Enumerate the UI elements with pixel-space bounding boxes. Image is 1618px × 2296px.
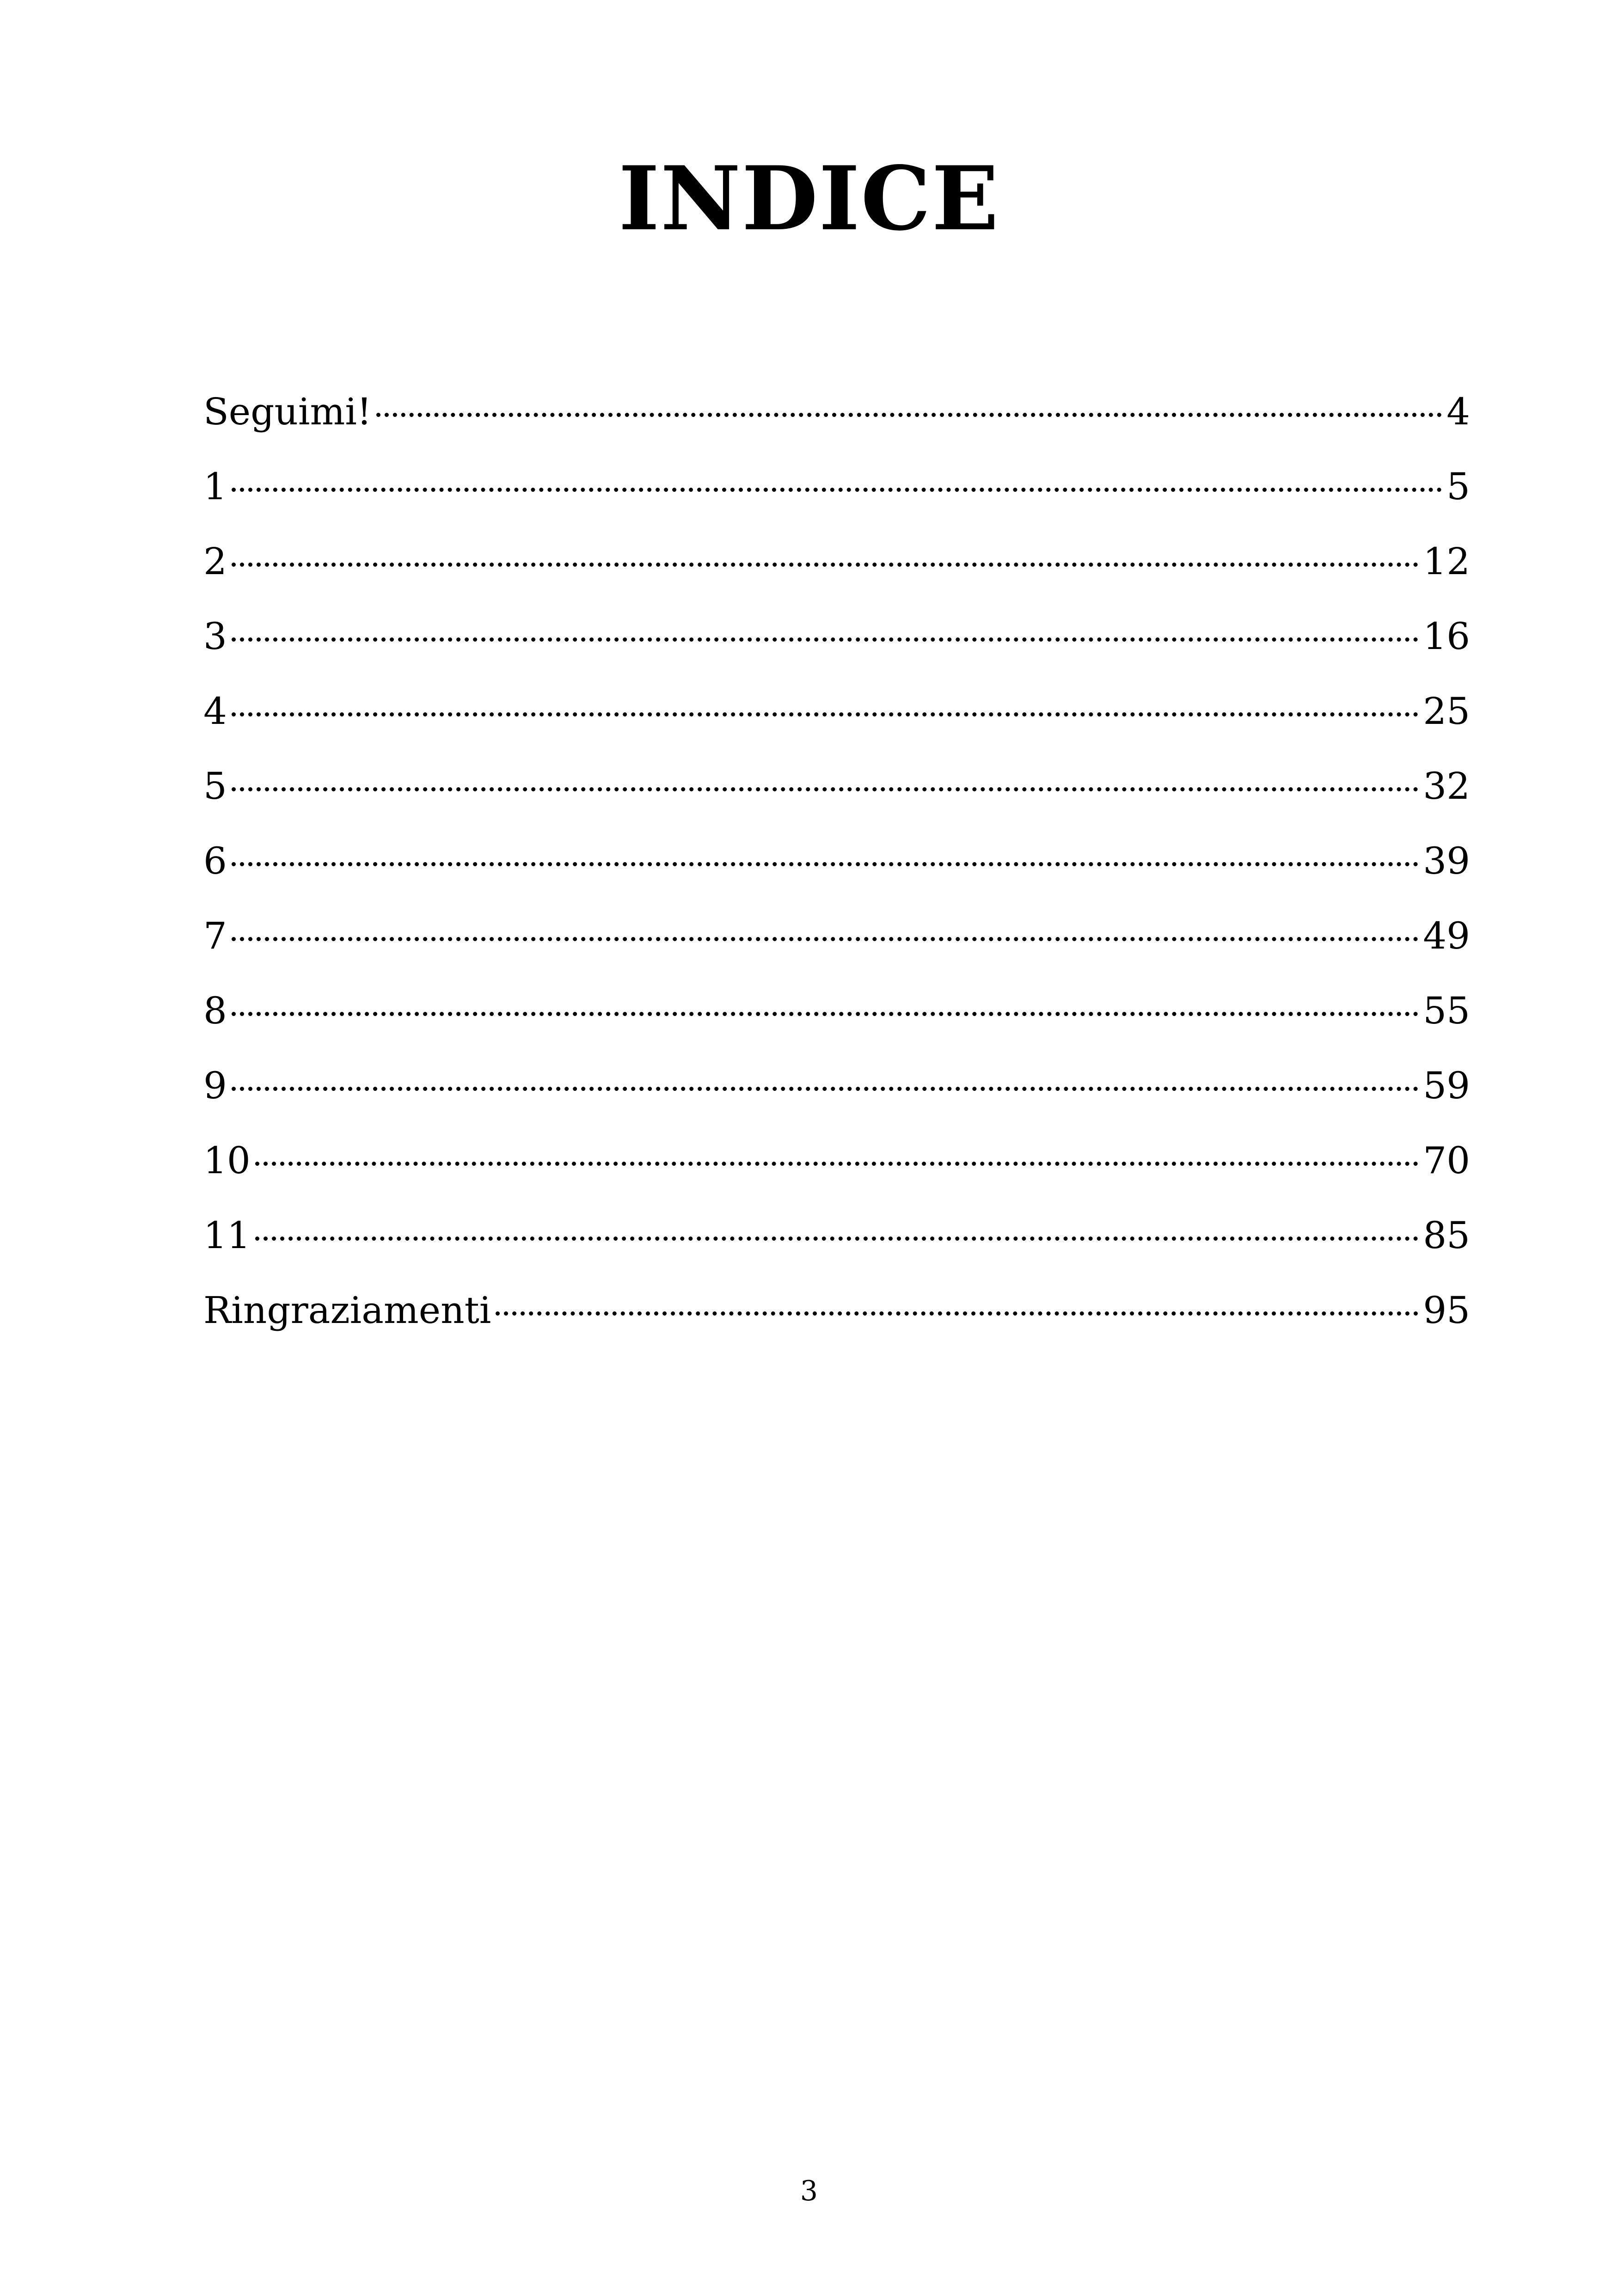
toc-entry[interactable] bbox=[203, 449, 1470, 524]
toc-entry-page: 4 bbox=[1446, 390, 1470, 433]
dot-leader bbox=[232, 937, 1418, 941]
toc-entry-page: 5 bbox=[1446, 465, 1470, 508]
toc-entry-page: 39 bbox=[1423, 839, 1470, 882]
toc-entry-page: 55 bbox=[1423, 989, 1470, 1032]
page-title: INDICE bbox=[618, 147, 1000, 250]
toc-entry-label: 9 bbox=[203, 1064, 227, 1107]
toc-entry-page: 70 bbox=[1423, 1139, 1470, 1182]
table-of-contents bbox=[203, 374, 1470, 1348]
toc-entry[interactable] bbox=[203, 599, 1470, 674]
dot-leader bbox=[232, 488, 1442, 492]
toc-entry[interactable] bbox=[203, 1198, 1470, 1273]
toc-entry-page: 95 bbox=[1423, 1289, 1470, 1332]
toc-entry-page: 49 bbox=[1423, 914, 1470, 957]
toc-entry[interactable] bbox=[203, 674, 1470, 749]
dot-leader bbox=[232, 787, 1418, 791]
toc-entry[interactable] bbox=[203, 974, 1470, 1048]
toc-entry-label: 11 bbox=[203, 1214, 251, 1257]
dot-leader bbox=[232, 1012, 1418, 1016]
dot-leader bbox=[496, 1311, 1418, 1316]
toc-entry[interactable] bbox=[203, 1048, 1470, 1123]
toc-entry[interactable] bbox=[203, 1123, 1470, 1198]
toc-entry-label: 2 bbox=[203, 540, 227, 583]
dot-leader bbox=[232, 862, 1418, 866]
dot-leader bbox=[376, 413, 1442, 417]
toc-entry-page: 12 bbox=[1423, 540, 1470, 583]
toc-entry-label: 1 bbox=[203, 465, 227, 508]
toc-entry-label: Ringraziamenti bbox=[203, 1289, 491, 1332]
toc-entry-page: 59 bbox=[1423, 1064, 1470, 1107]
dot-leader bbox=[232, 563, 1418, 567]
toc-entry-label: 6 bbox=[203, 839, 227, 882]
toc-entry-label: 3 bbox=[203, 615, 227, 658]
toc-entry-page: 16 bbox=[1423, 615, 1470, 658]
page-number: 3 bbox=[800, 2175, 818, 2207]
dot-leader bbox=[232, 637, 1418, 642]
toc-entry[interactable] bbox=[203, 749, 1470, 824]
dot-leader bbox=[255, 1237, 1418, 1241]
toc-entry[interactable] bbox=[203, 1273, 1470, 1348]
toc-entry[interactable] bbox=[203, 374, 1470, 449]
toc-entry-label: 10 bbox=[203, 1139, 251, 1182]
toc-entry-label: 5 bbox=[203, 765, 227, 808]
toc-entry-page: 32 bbox=[1423, 765, 1470, 808]
toc-entry-page: 85 bbox=[1423, 1214, 1470, 1257]
toc-entry-page: 25 bbox=[1423, 690, 1470, 733]
toc-entry-label: 4 bbox=[203, 690, 227, 733]
toc-entry[interactable] bbox=[203, 524, 1470, 599]
toc-entry-label: Seguimi! bbox=[203, 390, 372, 433]
dot-leader bbox=[255, 1162, 1418, 1166]
toc-entry[interactable] bbox=[203, 824, 1470, 899]
dot-leader bbox=[232, 1087, 1418, 1091]
dot-leader bbox=[232, 712, 1418, 716]
toc-entry[interactable] bbox=[203, 899, 1470, 974]
toc-entry-label: 8 bbox=[203, 989, 227, 1032]
toc-entry-label: 7 bbox=[203, 914, 227, 957]
